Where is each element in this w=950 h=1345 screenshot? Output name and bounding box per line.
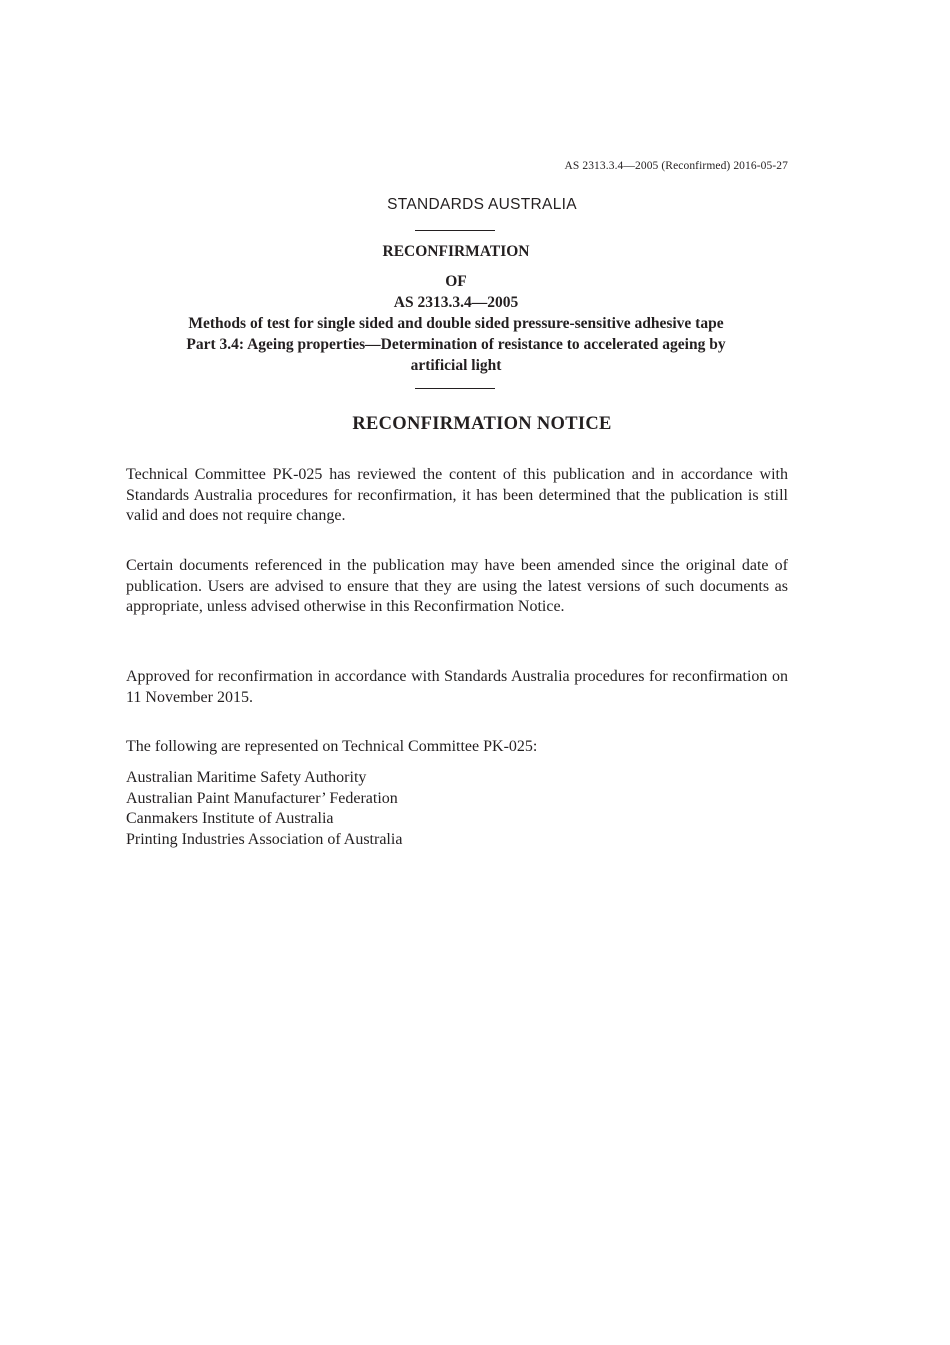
list-item: Australian Paint Manufacturer’ Federation — [126, 789, 398, 807]
standard-part-title: Part 3.4: Ageing properties—Determination of resistance to accelerated ageing by — [186, 336, 726, 353]
divider-rule — [415, 230, 495, 231]
committee-members-list — [126, 768, 788, 851]
list-item: Printing Industries Association of Australia — [126, 831, 403, 849]
notice-paragraph: Technical Committee PK-025 has reviewed the content of this publication and in accordance with Standards Australia procedures for reconfirmation, it has been determined that the publication is still valid and does not require change. — [126, 466, 788, 525]
standard-title-block — [100, 271, 812, 376]
document-reference: AS 2313.3.4—2005 (Reconfirmed) 2016-05-27 — [564, 160, 788, 172]
divider-rule — [415, 388, 495, 389]
organisation-name: STANDARDS AUSTRALIA — [387, 196, 577, 213]
reconfirmation-title: RECONFIRMATION — [382, 243, 530, 260]
standard-number: AS 2313.3.4—2005 — [393, 294, 519, 311]
notice-paragraph: Approved for reconfirmation in accordance with Standards Australia procedures for reconfirmation on 11 November 2015. — [126, 668, 788, 706]
standard-part-title-cont: artificial light — [410, 357, 502, 374]
list-item: Australian Maritime Safety Authority — [126, 769, 367, 786]
notice-paragraph: Certain documents referenced in the publication may have been amended since the original date of publication. Users are advised to ensure that they are using the latest versions of such documents as appropriate, unless advised otherwise in this Reconfirmation Notice. — [126, 557, 788, 616]
title-of: OF — [445, 273, 467, 290]
notice-heading: RECONFIRMATION NOTICE — [352, 414, 612, 434]
list-item: Canmakers Institute of Australia — [126, 810, 334, 828]
committee-intro: The following are represented on Technical Committee PK-025: — [126, 738, 538, 755]
standard-title: Methods of test for single sided and double sided pressure-sensitive adhesive tape — [188, 315, 724, 332]
